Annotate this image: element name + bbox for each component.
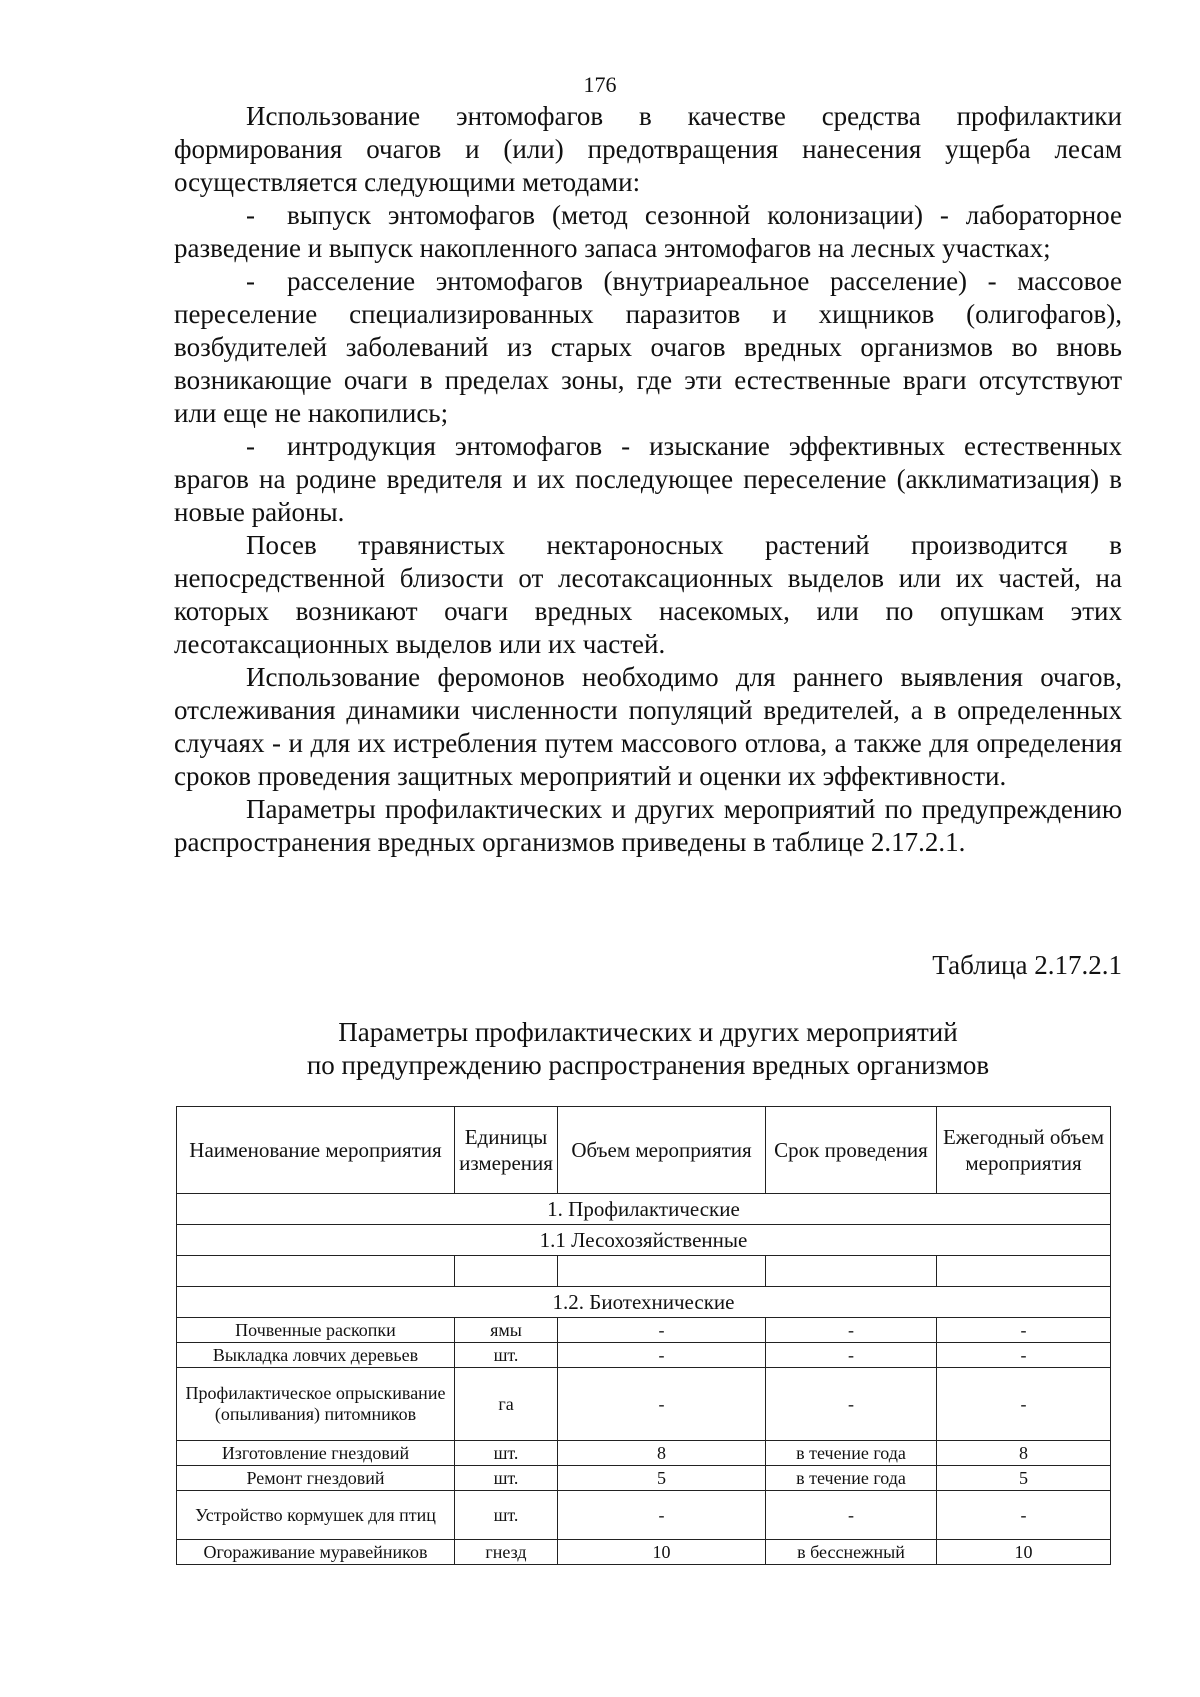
dash-marker: - [246, 266, 255, 296]
list-item-release [174, 199, 1122, 265]
cell-period: в течение года [766, 1466, 937, 1491]
table-row [177, 1318, 1111, 1343]
cell-unit: га [455, 1368, 558, 1441]
table-row [177, 1368, 1111, 1441]
table-header-row [177, 1107, 1111, 1194]
cell-volume: - [558, 1318, 766, 1343]
list-item-text: выпуск энтомофагов (метод сезонной колонизации) - лабораторное разведение и выпуск накопленного запаса энтомофагов на лесных участках; [174, 200, 1122, 263]
header-period: Срок проведения [766, 1107, 937, 1194]
measures-table [176, 1106, 1111, 1565]
list-item-introduction [174, 430, 1122, 529]
table-row [177, 1343, 1111, 1368]
table-cell [766, 1256, 937, 1287]
table-row [177, 1441, 1111, 1466]
cell-name: Ремонт гнездовий [177, 1466, 455, 1491]
table-cell [177, 1256, 455, 1287]
cell-unit: ямы [455, 1318, 558, 1343]
header-annual: Ежегодный объем мероприятия [937, 1107, 1111, 1194]
section-row [177, 1287, 1111, 1318]
table-title-line: по предупреждению распространения вредных организмов [306, 1050, 990, 1080]
cell-annual: 8 [937, 1441, 1111, 1466]
section-title: 1.2. Биотехнические [177, 1287, 1111, 1318]
list-item-text: интродукция энтомофагов - изыскание эффективных естественных врагов на родине вредителя и их последующее переселение (акклиматизация) в новые районы. [174, 431, 1122, 527]
cell-unit: шт. [455, 1466, 558, 1491]
list-item-settlement [174, 265, 1122, 430]
paragraph-parameters: Параметры профилактических и других мероприятий по предупреждению распространения вредных организмов приведены в таблице 2.17.2.1. [174, 794, 1122, 857]
cell-name: Устройство кормушек для птиц [177, 1491, 455, 1540]
empty-row [177, 1256, 1111, 1287]
table-cell [558, 1256, 766, 1287]
cell-unit: шт. [455, 1441, 558, 1466]
cell-volume: - [558, 1491, 766, 1540]
cell-name: Изготовление гнездовий [177, 1441, 455, 1466]
header-name: Наименование мероприятия [177, 1107, 455, 1194]
cell-period: - [766, 1318, 937, 1343]
dash-marker: - [246, 431, 255, 461]
body-text [174, 100, 1122, 859]
cell-volume: - [558, 1343, 766, 1368]
cell-unit: шт. [455, 1343, 558, 1368]
cell-annual: - [937, 1368, 1111, 1441]
cell-annual: - [937, 1318, 1111, 1343]
cell-volume: 8 [558, 1441, 766, 1466]
header-unit: Единицы измерения [455, 1107, 558, 1194]
dash-marker: - [246, 200, 255, 230]
cell-volume: 5 [558, 1466, 766, 1491]
cell-period: - [766, 1368, 937, 1441]
section-title: 1.1 Лесохозяйственные [177, 1225, 1111, 1256]
cell-unit: шт. [455, 1491, 558, 1540]
section-title: 1. Профилактические [177, 1194, 1111, 1225]
cell-period: - [766, 1343, 937, 1368]
cell-unit: гнезд [455, 1540, 558, 1565]
table-cell [937, 1256, 1111, 1287]
cell-volume: - [558, 1368, 766, 1441]
cell-annual: - [937, 1491, 1111, 1540]
table-row [177, 1466, 1111, 1491]
cell-name: Почвенные раскопки [177, 1318, 455, 1343]
header-volume: Объем мероприятия [558, 1107, 766, 1194]
cell-annual: 5 [937, 1466, 1111, 1491]
cell-period: - [766, 1491, 937, 1540]
cell-name: Огораживание муравейников [177, 1540, 455, 1565]
table-row [177, 1540, 1111, 1565]
paragraph-pheromones: Использование феромонов необходимо для раннего выявления очагов, отслеживания динамики численности популяций вредителей, а в определенных случаях - и для их истребления путем массового отлова, а также для определения сроков проведения защитных мероприятий и оценки их эффективности. [174, 662, 1122, 791]
paragraph-entomophages-intro: Использование энтомофагов в качестве средства профилактики формирования очагов и (или) предотвращения нанесения ущерба лесам осуществляется следующими методами: [174, 101, 1122, 197]
cell-volume: 10 [558, 1540, 766, 1565]
section-row [177, 1225, 1111, 1256]
cell-annual: - [937, 1343, 1111, 1368]
section-row [177, 1194, 1111, 1225]
cell-annual: 10 [937, 1540, 1111, 1565]
cell-period: в течение года [766, 1441, 937, 1466]
table-title-line: Параметры профилактических и других мероприятий [338, 1017, 958, 1047]
table-row [177, 1491, 1111, 1540]
table-title [174, 1016, 1122, 1082]
cell-period: в бесснежный [766, 1540, 937, 1565]
list-item-text: расселение энтомофагов (внутриареальное расселение) - массовое переселение специализированных паразитов и хищников (олигофагов), возбудителей заболеваний из старых очагов вредных организмов во вновь возникающие очаги в пределах зоны, где эти естественные враги отсутствуют или еще не накопились; [174, 266, 1122, 428]
cell-name: Профилактическое опрыскивание (опыливания) питомников [177, 1368, 455, 1441]
table-number: Таблица 2.17.2.1 [932, 950, 1122, 980]
paragraph-sowing: Посев травянистых нектароносных растений производится в непосредственной близости от лесотаксационных выделов или их частей, на которых возникают очаги вредных насекомых, или по опушкам этих лесотаксационных выделов или их частей. [174, 530, 1122, 659]
cell-name: Выкладка ловчих деревьев [177, 1343, 455, 1368]
page-number: 176 [583, 72, 617, 97]
table-cell [455, 1256, 558, 1287]
